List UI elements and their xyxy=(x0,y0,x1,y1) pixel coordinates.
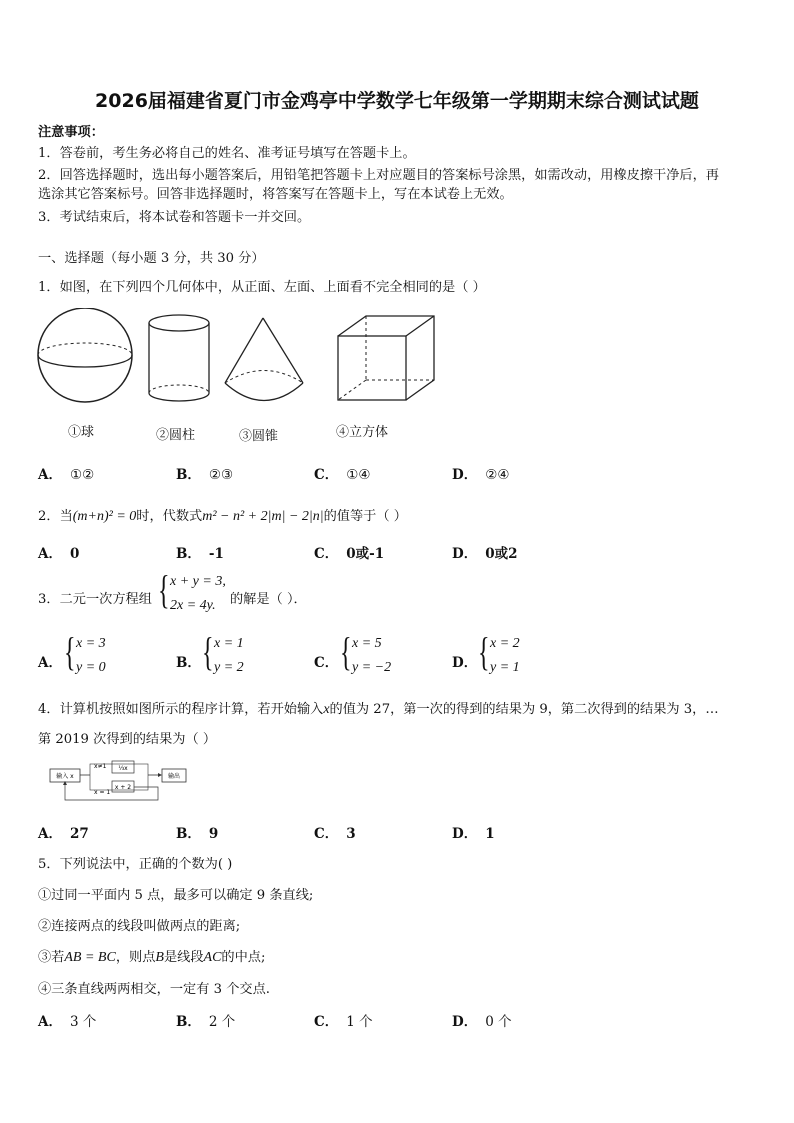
q2-option-a[interactable]: A． 0 xyxy=(38,546,80,562)
q5-statement-1: ①过同一平面内 5 点，最多可以确定 9 条直线; xyxy=(38,888,314,903)
q1-option-b[interactable]: B． ②③ xyxy=(176,467,234,483)
page-title: 2026届福建省夏门市金鸡亭中学数学七年级第一学期期末综合测试试题 xyxy=(95,90,699,112)
q5-statement-3: ③若AB = BC，则点B是线段AC的中点; xyxy=(38,950,266,965)
q3-option-d[interactable]: D． xyxy=(452,655,478,671)
q3-option-a-system: { x = 3 y = 0 xyxy=(64,629,106,675)
flow-condition-1: x≠1 xyxy=(94,763,107,770)
q3-stem-pre: 3．二元一次方程组 xyxy=(38,592,152,607)
notice-line-1: 1．答卷前，考生务必将自己的姓名、准考证号填写在答题卡上。 xyxy=(38,146,416,161)
q2-option-b[interactable]: B． -1 xyxy=(176,546,224,562)
notice-heading: 注意事项： xyxy=(38,125,104,140)
flow-input-label: 输入 x xyxy=(56,773,74,780)
q4-stem-line-1: 4．计算机按照如图所示的程序计算，若开始输入x的值为 27，第一次的得到的结果为 9，第二次得到的结果为 3，… xyxy=(38,702,719,717)
q5-option-a[interactable]: A． 3 个 xyxy=(38,1014,97,1030)
notice-line-2a: 2．回答选择题时，选出每小题答案后，用铅笔把答题卡上对应题目的答案标号涂黑，如需改动，用橡皮擦干净后，再 xyxy=(38,168,719,183)
q5-statement-2: ②连接两点的线段叫做两点的距离; xyxy=(38,919,241,934)
q1-solids-figure xyxy=(30,308,450,418)
q5-option-b[interactable]: B． 2 个 xyxy=(176,1014,236,1030)
q4-option-a[interactable]: A． 27 xyxy=(38,826,89,842)
sphere-shape xyxy=(38,308,132,402)
cube-shape xyxy=(338,316,434,400)
flow-output-label: 输出 xyxy=(167,773,181,780)
q3-option-c-system: { x = 5 y = −2 xyxy=(340,629,392,675)
q2-expression: m² − n² + 2|m| − 2|n| xyxy=(202,509,324,524)
shape-label-cube: ④立方体 xyxy=(336,425,389,440)
q1-stem: 1．如图，在下列四个几何体中，从正面、左面、上面看不完全相同的是（ ） xyxy=(38,280,486,295)
q3-equation-system: { x + y = 3, 2x = 4y. xyxy=(158,567,226,613)
notice-line-3: 3．考试结束后，将本试卷和答题卡一并交回。 xyxy=(38,210,311,225)
q1-option-a[interactable]: A． ①② xyxy=(38,467,95,483)
q5-statement-4: ④三条直线两两相交，一定有 3 个交点. xyxy=(38,982,270,997)
q2-condition: (m+n)² = 0 xyxy=(72,509,137,524)
q3-option-d-system: { x = 2 y = 1 xyxy=(478,629,520,675)
q5-option-c[interactable]: C． 1 个 xyxy=(314,1014,373,1030)
flow-box-2: x + 2 xyxy=(114,784,132,791)
q3-option-b[interactable]: B． xyxy=(176,655,201,671)
q4-option-b[interactable]: B． 9 xyxy=(176,826,219,842)
q3-option-a[interactable]: A． xyxy=(38,655,62,671)
shape-label-sphere: ①球 xyxy=(68,425,95,440)
q3-stem-post: 的解是（ ）． xyxy=(230,592,307,607)
q2-option-c[interactable]: C． 0或-1 xyxy=(314,546,385,562)
q1-option-d[interactable]: D． ②④ xyxy=(452,467,510,483)
shape-label-cone: ③圆锥 xyxy=(239,429,279,444)
q4-flowchart xyxy=(48,760,198,804)
cone-shape xyxy=(225,318,303,401)
q5-option-d[interactable]: D． 0 个 xyxy=(452,1014,512,1030)
shape-label-cylinder: ②圆柱 xyxy=(156,428,196,443)
cylinder-shape xyxy=(149,315,209,401)
q4-option-c[interactable]: C． 3 xyxy=(314,826,356,842)
q3-option-b-system: { x = 1 y = 2 xyxy=(202,629,244,675)
flow-condition-2: x = 1 xyxy=(94,789,111,796)
q4-stem-line-2: 第 2019 次得到的结果为（ ） xyxy=(38,732,217,747)
flow-box-1: ⅓x xyxy=(118,765,128,772)
q2-stem: 2．当(m+n)² = 0时，代数式m² − n² + 2|m| − 2|n|的值等于（ ） xyxy=(38,509,407,524)
notice-line-2b: 选涂其它答案标号。回答非选择题时，将答案写在答题卡上，写在本试卷上无效。 xyxy=(38,187,513,202)
section-heading: 一、选择题（每小题 3 分，共 30 分） xyxy=(38,251,265,266)
q4-option-d[interactable]: D． 1 xyxy=(452,826,495,842)
q3-option-c[interactable]: C． xyxy=(314,655,339,671)
q5-stem: 5．下列说法中，正确的个数为( ) xyxy=(38,857,233,872)
q2-option-d[interactable]: D． 0或2 xyxy=(452,546,518,562)
q1-option-c[interactable]: C． ①④ xyxy=(314,467,371,483)
